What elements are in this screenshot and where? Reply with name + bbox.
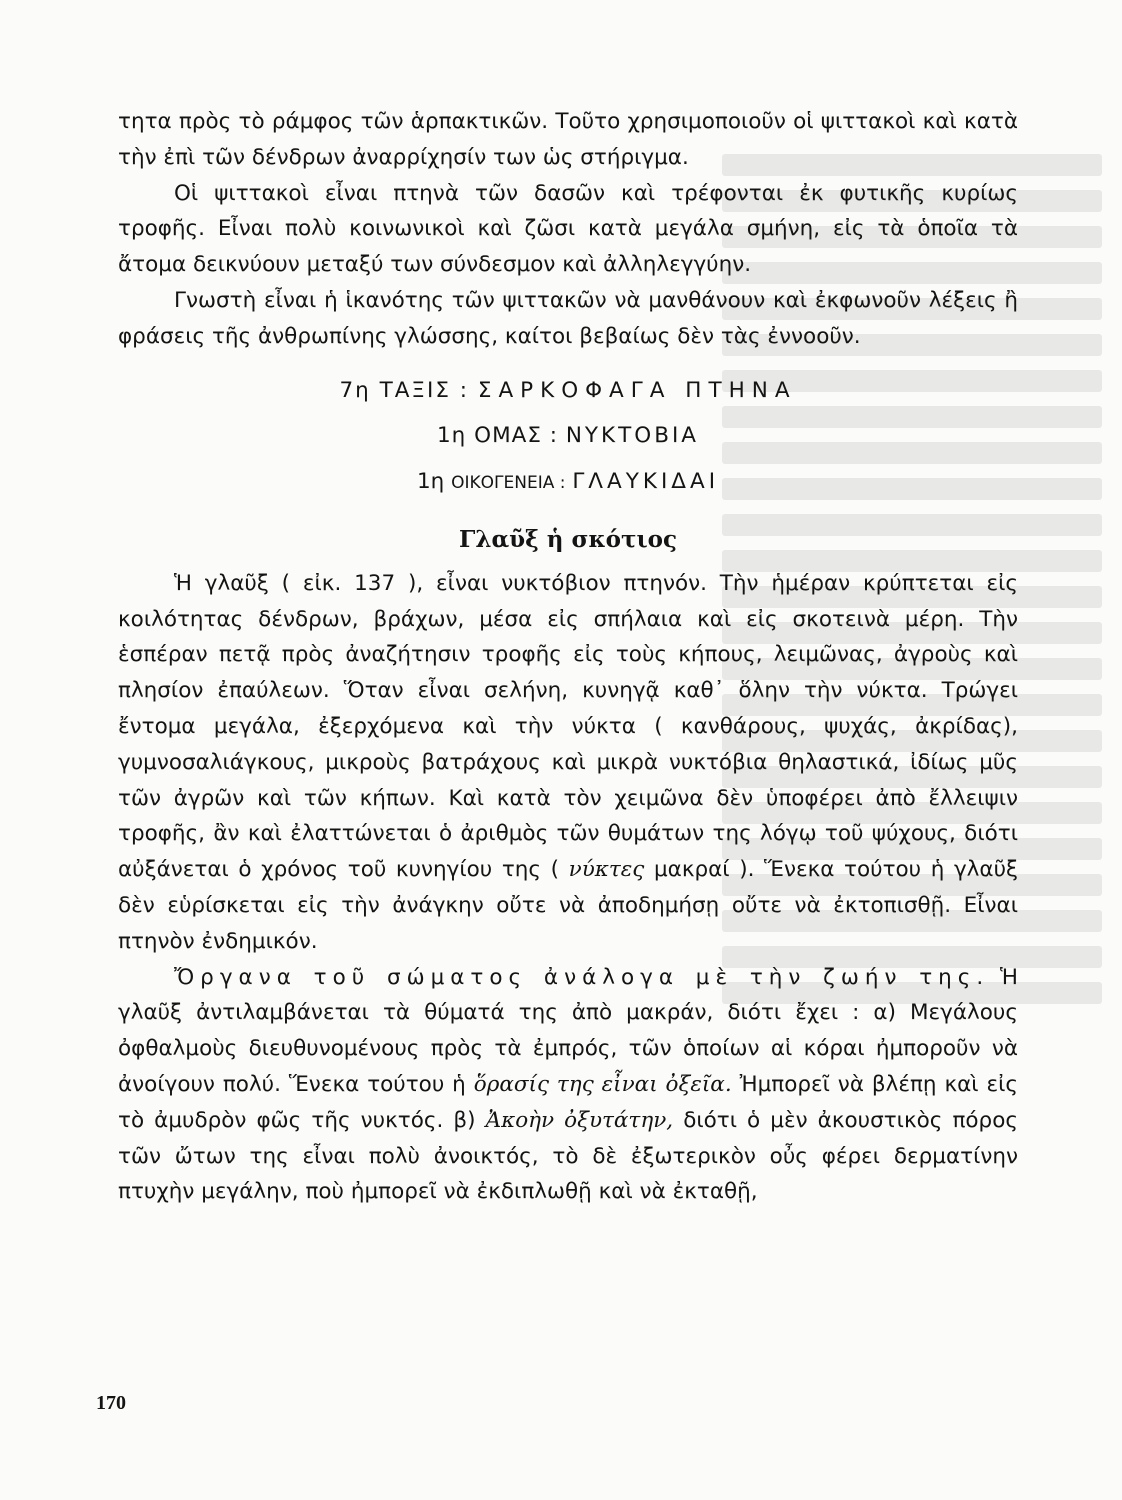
heading-order-prefix: 7η ΤΑΞΙΣ : [339,377,470,403]
body-paragraph-1-end: μακραί ). Ἕνεκα τούτου ἡ γλαῦξ δὲν εὑρίσκεται εἰς τὴν ἀνάγκην οὔτε νὰ ἀποδημήσῃ οὔτε νὰ ἐκτοπισθῇ. Εἶναι πτηνὸν ἐνδημικόν. [118,857,1018,954]
body-paragraph-2 [118,960,1018,1211]
text-block [118,104,1018,1210]
intro-paragraph-1: τητα πρὸς τὸ ράμφος τῶν ἁρπακτικῶν. Τοῦτο χρησιμοποιοῦν οἱ ψιττακοὶ καὶ κατὰ τὴν ἐπὶ τῶν δένδρων ἀναρρίχησίν των ὡς στήριγμα. [118,109,1018,170]
heading-group-prefix: 1η ΟΜΑΣ : [437,423,558,449]
heading-order-name: ΣΑΡΚΟΦΑΓΑ ΠΤΗΝΑ [477,377,797,403]
body-paragraph-2-text-b: Ἠμπορεῖ νὰ βλέπῃ καὶ εἰς τὸ ἀμυδρὸν φῶς τῆς νυκτός. β) [118,1071,1018,1133]
heading-group [118,418,1018,454]
heading-group-name: ΝΥΚΤΟΒΙΑ [565,423,699,449]
body-paragraph-1-text: Ἡ γλαῦξ ( εἰκ. 137 ), εἶναι νυκτόβιον πτηνόν. Τὴν ἡμέραν κρύπτεται εἰς κοιλότητας δένδρων, βράχων, μέσα εἰς σπήλαια καὶ εἰς σκοτεινὰ μέρη. Τὴν ἑσπέραν πετᾷ πρὸς ἀναζήτησιν τροφῆς εἰς τοὺς κήπους, λειμῶνας, ἀγροὺς καὶ πλησίον ἐπαύλεων. Ὅταν εἶναι σελήνη, κυνηγᾷ καθ᾽ ὅλην τὴν νύκτα. Τρώγει ἔντομα μεγάλα, ἐξερχόμενα καὶ τὴν νύκτα ( κανθάρους, ψυχάς, ἀκρίδας), γυμνοσαλιάγκους, μικροὺς βατράχους καὶ μικρὰ νυκτόβια θηλαστικά, ἰδίως μῦς τῶν ἀγρῶν καὶ τῶν κήπων. Καὶ κατὰ τὸν χειμῶνα δὲν ὑποφέρει ἀπὸ ἔλλειψιν τροφῆς, ἂν καὶ ἐλαττώνεται ὁ ἀριθμὸς τῶν θυμάτων της λόγῳ τοῦ ψύχους, διότι αὐξάνεται ὁ χρόνος τοῦ κυνηγίου της ( [118,570,1018,883]
heading-order [118,373,1018,409]
heading-family-num: 1η [416,469,445,495]
species-title: Γλαῦξ ἡ σκότιος [459,525,677,553]
page-number: 170 [96,1392,126,1414]
heading-family-word: ΟΙΚΟΓΕΝΕΙΑ : [451,473,566,494]
intro-paragraph-2: Οἱ ψιττακοὶ εἶναι πτηνὰ τῶν δασῶν καὶ τρέφονται ἐκ φυτικῆς κυρίως τροφῆς. Εἶναι πολὺ κοινωνικοὶ καὶ ζῶσι κατὰ μεγάλα σμήνη, εἰς τὰ ὁποῖα τὰ ἄτομα δεικνύουν μεταξύ των σύνδεσμον καὶ ἀλληλεγγύην. [118,180,1018,278]
body-paragraph-2-spaced-heading: Ὄργανα τοῦ σώματος ἀνάλογα μὲ τὴν ζωήν της. [174,964,990,990]
body-paragraph-1 [118,566,1018,960]
body-paragraph-1-italic: νύκτες [568,857,645,883]
body-paragraph-2-italic-2: Ἀκοὴν ὀξυτάτην, [485,1107,674,1133]
body-paragraph-2-text-a: Ἡ γλαῦξ ἀντιλαμβάνεται τὰ θύματά της ἀπὸ μακράν, διότι ἔχει : α) Μεγάλους ὀφθαλμοὺς διευθυνομένους πρὸς τὰ ἐμπρός, τῶν ὁποίων αἱ κόραι ἠμποροῦν νὰ ἀνοίγουν πολύ. Ἕνεκα τούτου ἡ [118,964,1018,1097]
body-paragraph-2-text-c: διότι ὁ μὲν ἀκουστικὸς πόρος τῶν ὤτων της εἶναι πολὺ ἀνοικτός, τὸ δὲ ἐξωτερικὸν οὖς φέρει δερματίνην πτυχὴν μεγάλην, ποὺ ἠμπορεῖ νὰ ἐκδιπλωθῇ καὶ νὰ ἐκταθῇ, [118,1107,1018,1205]
intro-paragraph-3: Γνωστὴ εἶναι ἡ ἱκανότης τῶν ψιττακῶν νὰ μανθάνουν καὶ ἐκφωνοῦν λέξεις ἢ φράσεις τῆς ἀνθρωπίνης γλώσσης, καίτοι βεβαίως δὲν τὰς ἐννοοῦν. [118,287,1018,349]
body-paragraph-2-italic-1: ὅρασίς της εἶναι ὀξεῖα. [473,1071,732,1097]
heading-family-name: ΓΛΑΥΚΙΔΑΙ [572,469,720,495]
heading-family [118,464,1018,502]
